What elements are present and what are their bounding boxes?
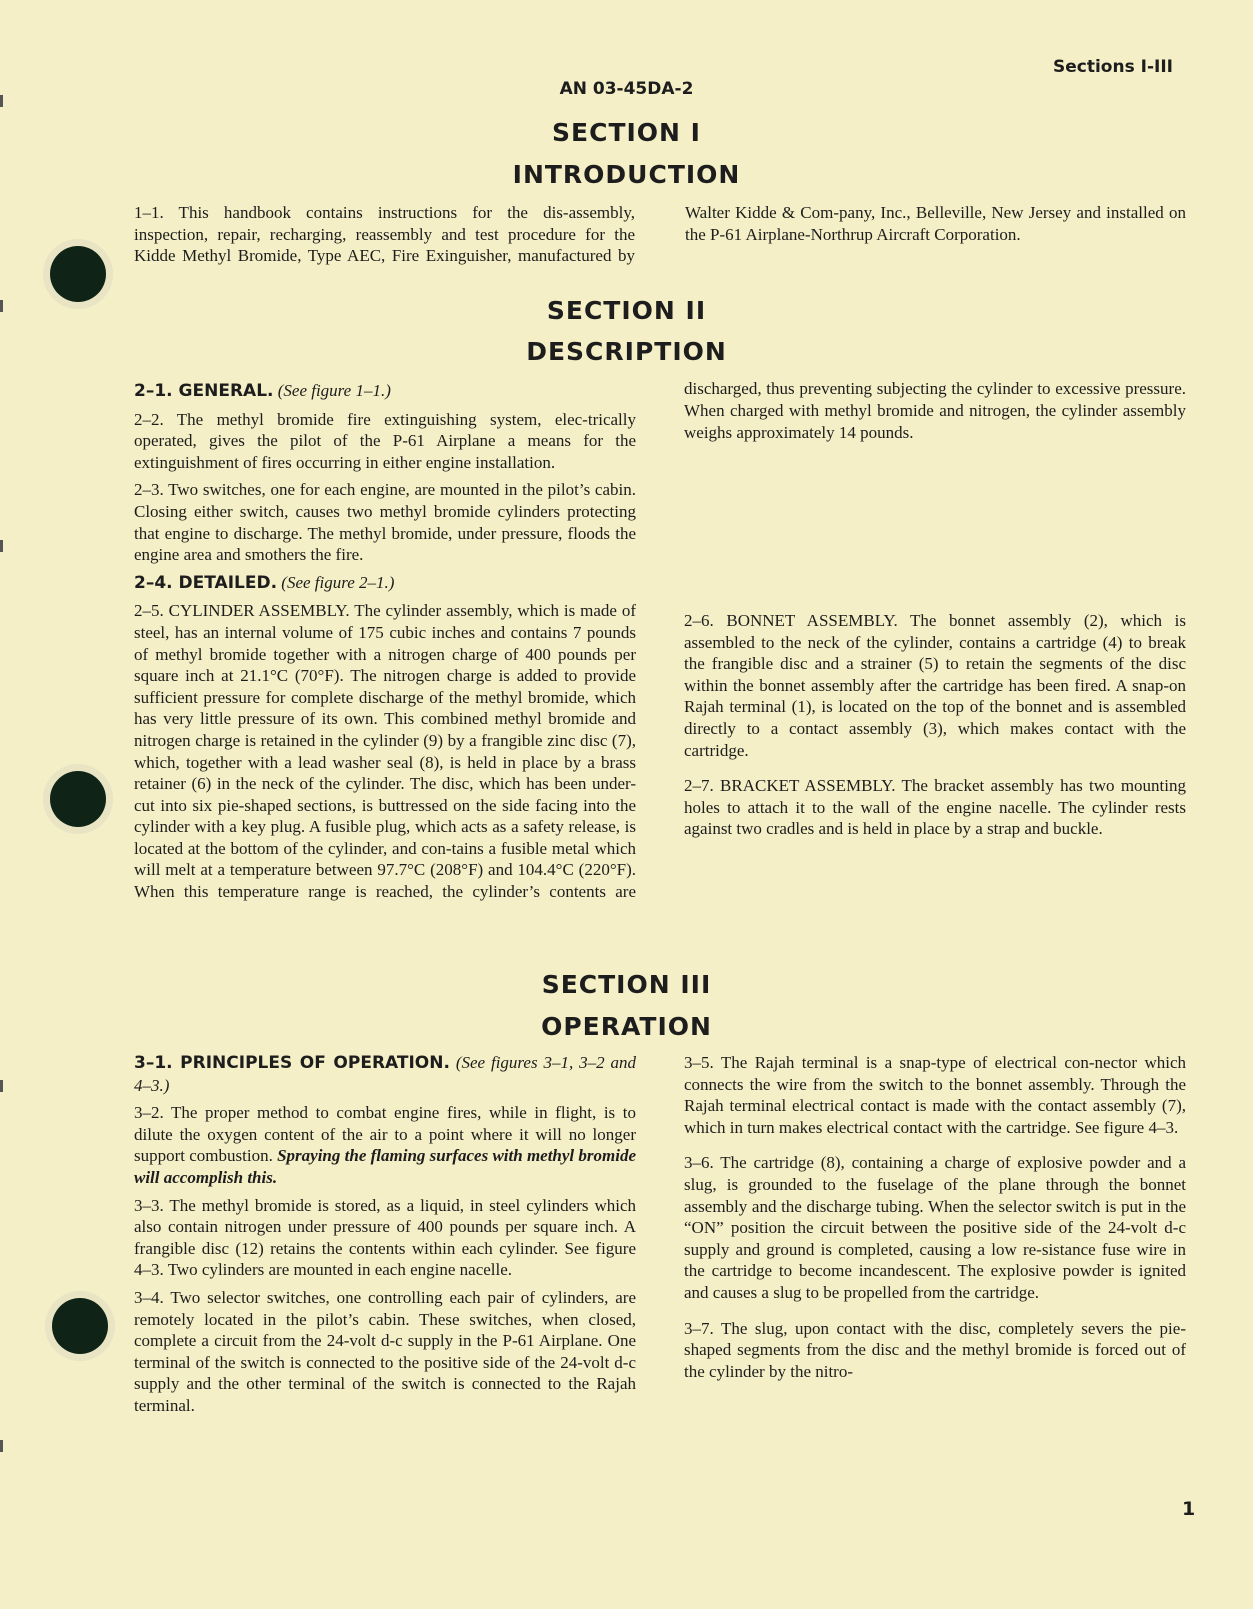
binder-hole-middle — [50, 771, 106, 827]
paragraph-2-2: 2–2. The methyl bromide fire extinguishing system, elec-trically operated, gives the pilot of the P-61 Airplane a means for the extinguishment of fires occurring in either engine installation. — [134, 409, 636, 472]
paragraph-2-5-start — [134, 600, 636, 904]
intro-paragraph — [134, 202, 1186, 267]
paragraph-2-5-continued-text: discharged, thus preventing subjecting the cylinder to excessive pressure. When charged with methyl bromide and nitrogen, the cylinder assembly weighs approximately 14 pounds. — [684, 380, 1186, 442]
general-heading-line — [134, 380, 636, 403]
paragraph-3-5: 3–5. The Rajah terminal is a snap-type of electrical con-nector which connects the wire from the switch to the bonnet assembly. Through the Rajah terminal electrical contact is made with the contact assembly (7), which in turn makes electrical contact with the cartridge. See figure 4–3. — [684, 1053, 1186, 1137]
paragraph-2-7: 2–7. BRACKET ASSEMBLY. The bracket assembly has two mounting holes to attach it to the wall of the engine nacelle. The cylinder rests against two cradles and is held in place by a strap and buckle. — [684, 776, 1186, 839]
detailed-heading: 2–4. DETAILED. — [134, 572, 278, 593]
section-2-left-column — [134, 380, 636, 910]
paragraph-2-5: 2–5. CYLINDER ASSEMBLY. The cylinder assembly, which is made of steel, has an internal volume of 175 cubic inches and contains 7 pounds of methyl bromide together with a nitrogen charge of 400 pounds per square inch at 21.1°C (70°F). The nitrogen charge is added to provide sufficient pressure for complete discharge of the methyl bromide, which has very little pressure of its own. This combined methyl bromide and nitrogen charge is retained in the cylinder (9) by a frangible zinc disc (7), which, together with a lead washer seal (8), is held in place by a brass retainer (6) in the neck of the cylinder. The disc, which has been under-cut into six pie-shaped sections, is buttressed on the side facing into the cylinder with a key plug. A fusible plug, which acts as a safety release, is located at the bottom of the cylinder, and con-tains a fusible metal which will melt at a temperature between 97.7°C (208°F) and 104.4°C (220°F). When this temperature range is reached, the cylinder’s contents are — [134, 601, 636, 902]
paragraph-3-2-text: 3–2. The proper method to combat engine fires, while in flight, is to dilute the oxygen content of the air to a point where it will no longer support combustion. — [134, 1103, 636, 1166]
paragraph-1-1: 1–1. This handbook contains instructions for the dis-assembly, inspection, repair, recharging, reassembly and test procedure for the Kidde Methyl Bromide, Type AEC, Fire Exinguisher, manufactured by Walter Kidde & Com-pany, Inc., Belleville, New Jersey and installed on the P-61 Airplane-Northrup Aircraft Corporation. — [134, 203, 1186, 266]
general-heading: 2–1. GENERAL. — [134, 381, 274, 401]
principles-heading: 3–1. PRINCIPLES OF OPERATION. — [134, 1053, 450, 1073]
binder-hole-top — [50, 246, 106, 302]
section-1-subtitle: INTRODUCTION — [512, 160, 741, 189]
section-3-right-column — [684, 1052, 1186, 1388]
edge-mark — [0, 1080, 3, 1092]
detailed-heading-line — [134, 572, 636, 595]
paragraph-3-2-emphasis: Spraying the flaming surfaces with methyl bromide will accomplish this. — [134, 1146, 637, 1187]
section-1-title: SECTION I — [552, 118, 701, 147]
paragraph-3-6: 3–6. The cartridge (8), containing a charge of explosive powder and a slug, is grounded to the fuselage of the plane through the bonnet assembly and the discharge tubing. When the selector switch is put in the “ON” position the circuit between the positive side of the 24-volt d-c supply and ground is completed, causing a low re-sistance fuse wire in the cartridge to become incandescent. The explosive powder is ignited and causes a slug to be propelled from the cartridge. — [684, 1153, 1186, 1302]
principles-heading-line — [134, 1052, 636, 1096]
section-3-title: SECTION III — [541, 970, 712, 999]
paragraph-3-7: 3–7. The slug, upon contact with the disc, completely severs the pie-shaped segments from the disc and the methyl bromide is forced out of the cylinder by the nitro- — [684, 1318, 1186, 1381]
edge-mark — [0, 540, 3, 552]
binder-hole-bottom — [52, 1298, 108, 1354]
paragraph-3-4: 3–4. Two selector switches, one controlling each pair of cylinders, are remotely located in the pilot’s cabin. These switches, when closed, complete a circuit from the 24-volt d-c supply in the P-61 Airplane. One terminal of the switch is connected to the positive side of the 24-volt d-c supply and the other terminal of the switch is connected to the Rajah terminal. — [134, 1287, 636, 1415]
detailed-figure-ref: (See figure 2–1.) — [281, 572, 395, 592]
general-figure-ref: (See figure 1–1.) — [277, 381, 391, 400]
edge-mark — [0, 1440, 3, 1452]
document-id: AN 03-45DA-2 — [559, 79, 694, 99]
paragraph-3-2 — [134, 1102, 636, 1188]
section-3-subtitle: OPERATION — [541, 1012, 712, 1041]
section-3-left-column — [134, 1052, 636, 1423]
section-2-title: SECTION II — [546, 296, 707, 325]
paragraph-2-3: 2–3. Two switches, one for each engine, are mounted in the pilot’s cabin. Closing either switch, causes two methyl bromide cylinders protecting that engine to discharge. The methyl bromide, under pressure, floods the engine area and smothers the fire. — [134, 480, 636, 565]
section-2-right-column — [684, 380, 1186, 846]
paragraph-2-5-continued — [684, 380, 1186, 596]
page-number: 1 — [1182, 1498, 1196, 1520]
sections-label: Sections I-III — [1053, 57, 1173, 77]
paragraph-2-6: 2–6. BONNET ASSEMBLY. The bonnet assembly (2), which is assembled to the neck of the cylinder, contains a cartridge (4) to break the frangible disc and a strainer (5) to retain the segments of the disc within the bonnet assembly after the cartridge has been fired. A snap-on Rajah terminal (1), is located on the top of the bonnet and is assembled directly to a contact assembly (3), which makes contact with the cartridge. — [684, 611, 1186, 760]
section-2-subtitle: DESCRIPTION — [526, 337, 727, 366]
principles-figure-ref: (See figures 3–1, 3–2 and 4–3.) — [134, 1053, 637, 1095]
paragraph-3-3: 3–3. The methyl bromide is stored, as a liquid, in steel cylinders which also contain nitrogen under pressure of 400 pounds per square inch. A frangible disc (12) retains the contents within each cylinder. See figure 4–3. Two cylinders are mounted in each engine nacelle. — [134, 1195, 636, 1280]
